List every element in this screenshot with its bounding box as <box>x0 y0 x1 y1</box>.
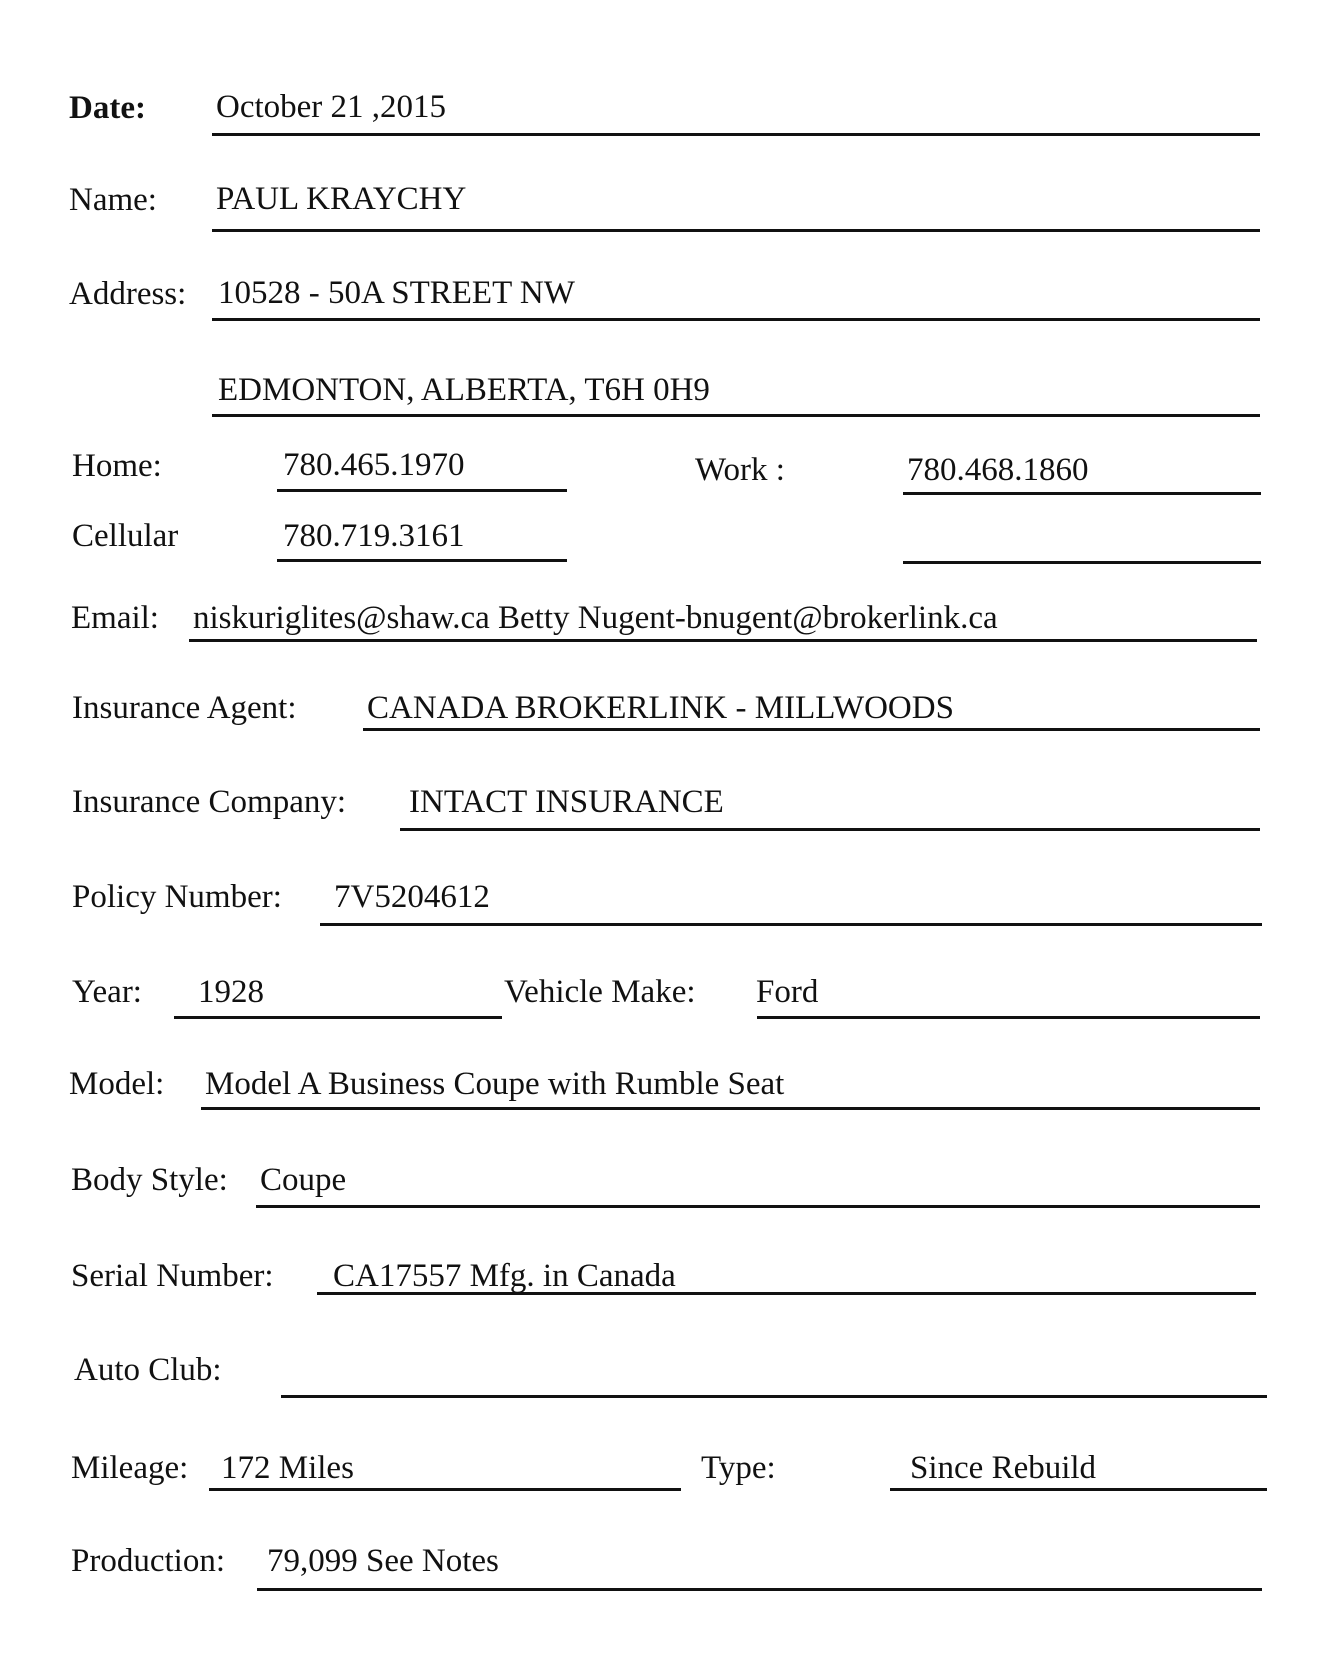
serial-number-value: CA17557 Mfg. in Canada <box>333 1258 676 1294</box>
vehicle-make-value: Ford <box>756 974 819 1010</box>
address-line2: EDMONTON, ALBERTA, T6H 0H9 <box>218 372 710 408</box>
production-underline <box>257 1588 1262 1591</box>
auto-club-underline <box>281 1395 1267 1398</box>
insurance-company-value: INTACT INSURANCE <box>409 784 724 820</box>
address-line2-underline <box>212 414 1260 417</box>
work-underline <box>903 492 1261 495</box>
name-underline <box>212 229 1260 232</box>
serial-number-label: Serial Number: <box>71 1258 274 1294</box>
email-underline <box>189 639 1257 642</box>
model-underline <box>201 1107 1260 1110</box>
model-label: Model: <box>69 1066 165 1102</box>
insurance-company-underline <box>400 828 1260 831</box>
vehicle-make-label: Vehicle Make: <box>504 974 696 1010</box>
type-label: Type: <box>701 1450 776 1486</box>
date-underline <box>212 133 1260 136</box>
cellular-value: 780.719.3161 <box>283 518 465 554</box>
year-label: Year: <box>72 974 142 1010</box>
year-underline <box>174 1016 502 1019</box>
email-value: niskuriglites@shaw.ca Betty Nugent-bnugent@brokerlink.ca <box>193 600 998 636</box>
name-label: Name: <box>69 182 157 218</box>
serial-number-underline <box>317 1292 1256 1295</box>
policy-number-value: 7V5204612 <box>334 879 490 915</box>
cellular-underline <box>277 559 567 562</box>
work-value: 780.468.1860 <box>907 452 1089 488</box>
auto-club-label: Auto Club: <box>74 1352 222 1388</box>
address-line1: 10528 - 50A STREET NW <box>218 275 575 311</box>
date-value: October 21 ,2015 <box>216 89 447 125</box>
model-value: Model A Business Coupe with Rumble Seat <box>205 1066 785 1102</box>
name-value: PAUL KRAYCHY <box>216 181 467 217</box>
production-value: 79,099 See Notes <box>267 1543 499 1579</box>
type-underline <box>890 1488 1267 1491</box>
mileage-value: 172 Miles <box>221 1450 354 1486</box>
mileage-underline <box>209 1488 681 1491</box>
home-value: 780.465.1970 <box>283 447 465 483</box>
insurance-agent-value: CANADA BROKERLINK - MILLWOODS <box>367 690 954 726</box>
insurance-agent-underline <box>363 728 1260 731</box>
body-style-label: Body Style: <box>71 1162 228 1198</box>
vehicle-make-underline <box>757 1016 1260 1019</box>
policy-number-label: Policy Number: <box>72 879 282 915</box>
insurance-agent-label: Insurance Agent: <box>72 690 297 726</box>
policy-number-underline <box>320 923 1262 926</box>
insurance-company-label: Insurance Company: <box>72 784 347 820</box>
extra-phone-underline <box>903 561 1261 564</box>
home-underline <box>277 489 567 492</box>
mileage-label: Mileage: <box>71 1450 189 1486</box>
body-style-underline <box>256 1205 1260 1208</box>
year-value: 1928 <box>198 974 264 1010</box>
date-label: Date: <box>69 90 146 126</box>
home-label: Home: <box>72 448 162 484</box>
body-style-value: Coupe <box>260 1162 347 1198</box>
work-label: Work : <box>695 452 785 488</box>
production-label: Production: <box>71 1543 225 1579</box>
email-label: Email: <box>71 600 159 636</box>
address-line1-underline <box>212 318 1260 321</box>
type-value: Since Rebuild <box>910 1450 1097 1486</box>
address-label: Address: <box>69 276 187 312</box>
cellular-label: Cellular <box>72 518 179 554</box>
